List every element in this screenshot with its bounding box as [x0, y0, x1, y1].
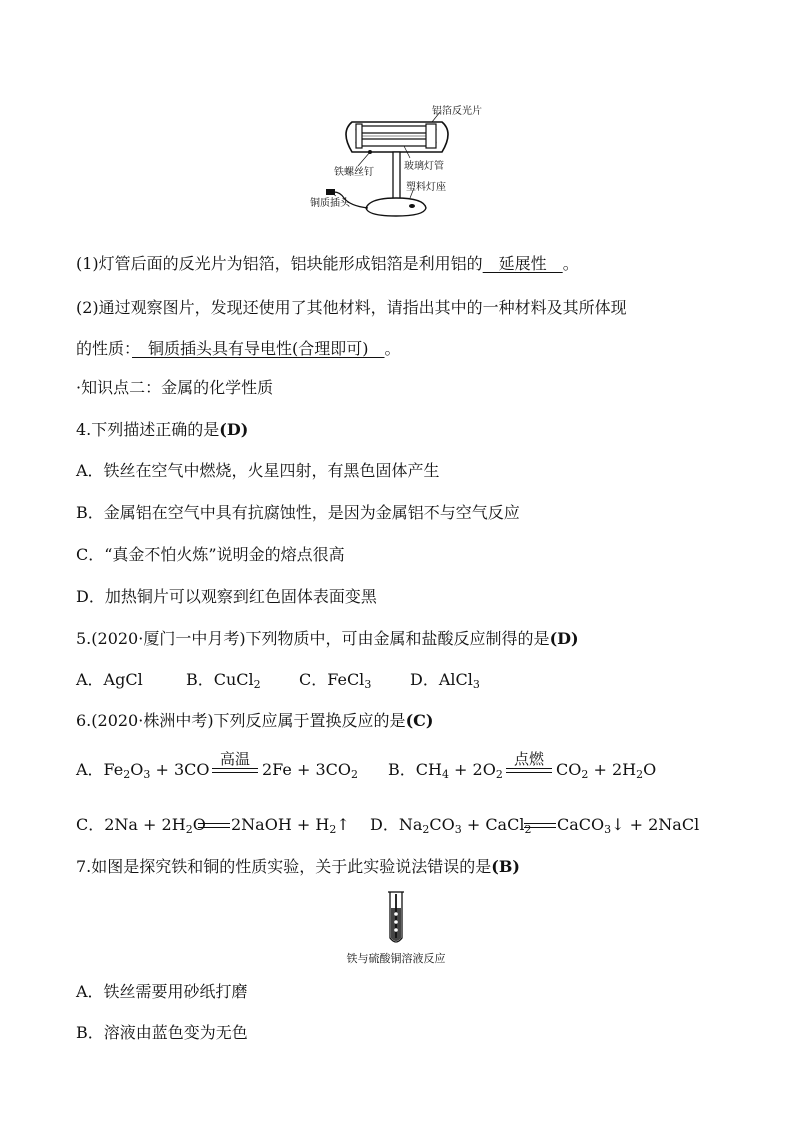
q7-option-b: B．溶液由蓝色变为无色 — [76, 1023, 248, 1042]
q3-part1-end: 。 — [562, 254, 579, 273]
q5-option-d-text: D．AlCl — [410, 670, 473, 689]
section-heading: ·知识点二：金属的化学性质 — [76, 378, 274, 397]
q6-a-product: 2Fe + 3CO — [262, 760, 351, 779]
q7-stem — [76, 857, 520, 877]
q6-option-b-right — [556, 760, 656, 780]
q6-b-ch: B．CH — [388, 760, 442, 779]
q6-a-arrow-top — [212, 768, 258, 769]
q6-d-cacl: + CaCl — [461, 815, 525, 834]
test-tube-icon — [376, 890, 416, 948]
q6-b-sub2c: 2 — [636, 768, 644, 781]
q5-option-c-text: C．FeCl — [299, 670, 365, 689]
q5-option-d — [410, 670, 480, 690]
q6-a-sub2: 2 — [123, 768, 131, 781]
q5-option-c — [299, 670, 371, 690]
q3-part2-line1: (2)通过观察图片，发现还使用了其他材料，请指出其中的一种材料及其所体现 — [76, 298, 627, 317]
q6-b-o2: + 2O — [448, 760, 496, 779]
q6-a-fe: A．Fe — [76, 760, 124, 779]
q6-b-o: O — [643, 760, 657, 779]
q5-answer: (D) — [549, 629, 579, 648]
q5-stem — [76, 629, 579, 649]
q4-option-d: D．加热铜片可以观察到红色固体表面变黑 — [76, 587, 377, 606]
q6-a-condition: 高温 — [219, 750, 250, 768]
q6-a-co: + 3CO — [150, 760, 210, 779]
q6-stem-text: 6.(2020·株洲中考)下列反应属于置换反应的是 — [76, 711, 406, 730]
q6-c-equals-bottom — [198, 827, 230, 828]
q6-d-sub3b: 3 — [604, 823, 612, 836]
q4-option-a: A．铁丝在空气中燃烧，火星四射，有黑色固体产生 — [76, 461, 440, 480]
q6-option-b-left — [388, 760, 503, 780]
q4-stem-text: 4.下列描述正确的是 — [76, 420, 220, 439]
q6-d-co: CO — [429, 815, 455, 834]
q6-d-caco: CaCO — [557, 815, 605, 834]
q3-part1 — [76, 254, 579, 274]
q6-d-down-arrow: ↓ — [611, 815, 625, 834]
q6-option-c-left — [76, 815, 206, 835]
test-tube-caption: 铁与硫酸铜溶液反应 — [346, 952, 446, 965]
q5-option-b-text: B．CuCl — [186, 670, 254, 689]
q5-option-a: A．AgCl — [76, 670, 143, 689]
lamp-figure — [300, 100, 500, 230]
q6-b-condition: 点燃 — [513, 750, 544, 768]
q6-option-c-right — [231, 815, 350, 835]
q6-c-sub2: 2 — [185, 823, 193, 836]
q6-b-sub2: 2 — [495, 768, 503, 781]
label-base: 塑料灯座 — [406, 182, 446, 193]
q3-part2-text: 的性质： — [76, 339, 133, 358]
q6-c-sub2b: 2 — [329, 823, 337, 836]
q6-b-sub4: 4 — [441, 768, 449, 781]
q6-a-arrow-bottom — [212, 772, 258, 773]
q6-a-o: O — [130, 760, 144, 779]
q6-stem — [76, 711, 433, 731]
q6-d-na: D．Na — [370, 815, 423, 834]
q3-part2-line2 — [76, 339, 401, 359]
q6-a-sub2b: 2 — [351, 768, 358, 781]
q5-option-c-sub: 3 — [364, 678, 372, 691]
q6-b-h: + 2H — [588, 760, 637, 779]
q7-stem-text: 7.如图是探究铁和铜的性质实验，关于此实验说法错误的是 — [76, 857, 492, 876]
q4-option-b: B．金属铝在空气中具有抗腐蚀性，是因为金属铝不与空气反应 — [76, 503, 520, 522]
label-screw: 铁螺丝钉 — [334, 167, 374, 178]
q6-option-d-left — [370, 815, 531, 835]
q6-b-arrow-top — [506, 768, 552, 769]
lamp-drawing — [300, 100, 500, 230]
q6-d-nacl: + 2NaCl — [624, 815, 700, 834]
q6-d-sub2: 2 — [422, 823, 430, 836]
q5-option-b-sub: 2 — [253, 678, 261, 691]
q6-d-equals-top — [524, 823, 556, 824]
q6-d-equals-bottom — [524, 827, 556, 828]
q3-part2-end: 。 — [384, 339, 401, 358]
q3-part2-answer: 铜质插头具有导电性(合理即可) — [132, 339, 385, 358]
q6-b-co: CO — [556, 760, 582, 779]
q6-c-equals-top — [198, 823, 230, 824]
q6-d-sub2b: 2 — [524, 823, 532, 836]
label-plug: 铜质插头 — [310, 198, 350, 209]
q4-answer: (D) — [219, 420, 249, 439]
q6-c-na: C．2Na + 2H — [76, 815, 186, 834]
q7-answer: (B) — [491, 857, 520, 876]
q5-option-b — [186, 670, 261, 690]
q6-option-a-left — [76, 760, 210, 780]
q6-option-a-right — [262, 760, 358, 780]
label-tube: 玻璃灯管 — [404, 161, 444, 172]
q6-c-o: O — [192, 815, 206, 834]
q7-option-a: A．铁丝需要用砂纸打磨 — [76, 982, 248, 1001]
q6-c-naoh: 2NaOH + H — [231, 815, 330, 834]
q4-stem — [76, 420, 248, 440]
q6-option-d-right — [557, 815, 699, 835]
label-foil: 铝箔反光片 — [432, 106, 482, 117]
test-tube-figure — [376, 890, 416, 948]
q6-answer: (C) — [405, 711, 434, 730]
q6-b-arrow-bottom — [506, 772, 552, 773]
q3-part1-text: (1)灯管后面的反光片为铝箔，铝块能形成铝箔是利用铝的 — [76, 254, 483, 273]
q6-d-sub3: 3 — [454, 823, 462, 836]
q3-part1-answer: 延展性 — [482, 254, 563, 273]
q6-b-sub2b: 2 — [581, 768, 589, 781]
q6-c-up-arrow: ↑ — [336, 815, 350, 834]
q5-option-d-sub: 3 — [472, 678, 480, 691]
q4-option-c: C．“真金不怕火炼”说明金的熔点很高 — [76, 545, 345, 564]
q5-stem-text: 5.(2020·厦门一中月考)下列物质中，可由金属和盐酸反应制得的是 — [76, 629, 550, 648]
q6-a-sub3: 3 — [143, 768, 151, 781]
